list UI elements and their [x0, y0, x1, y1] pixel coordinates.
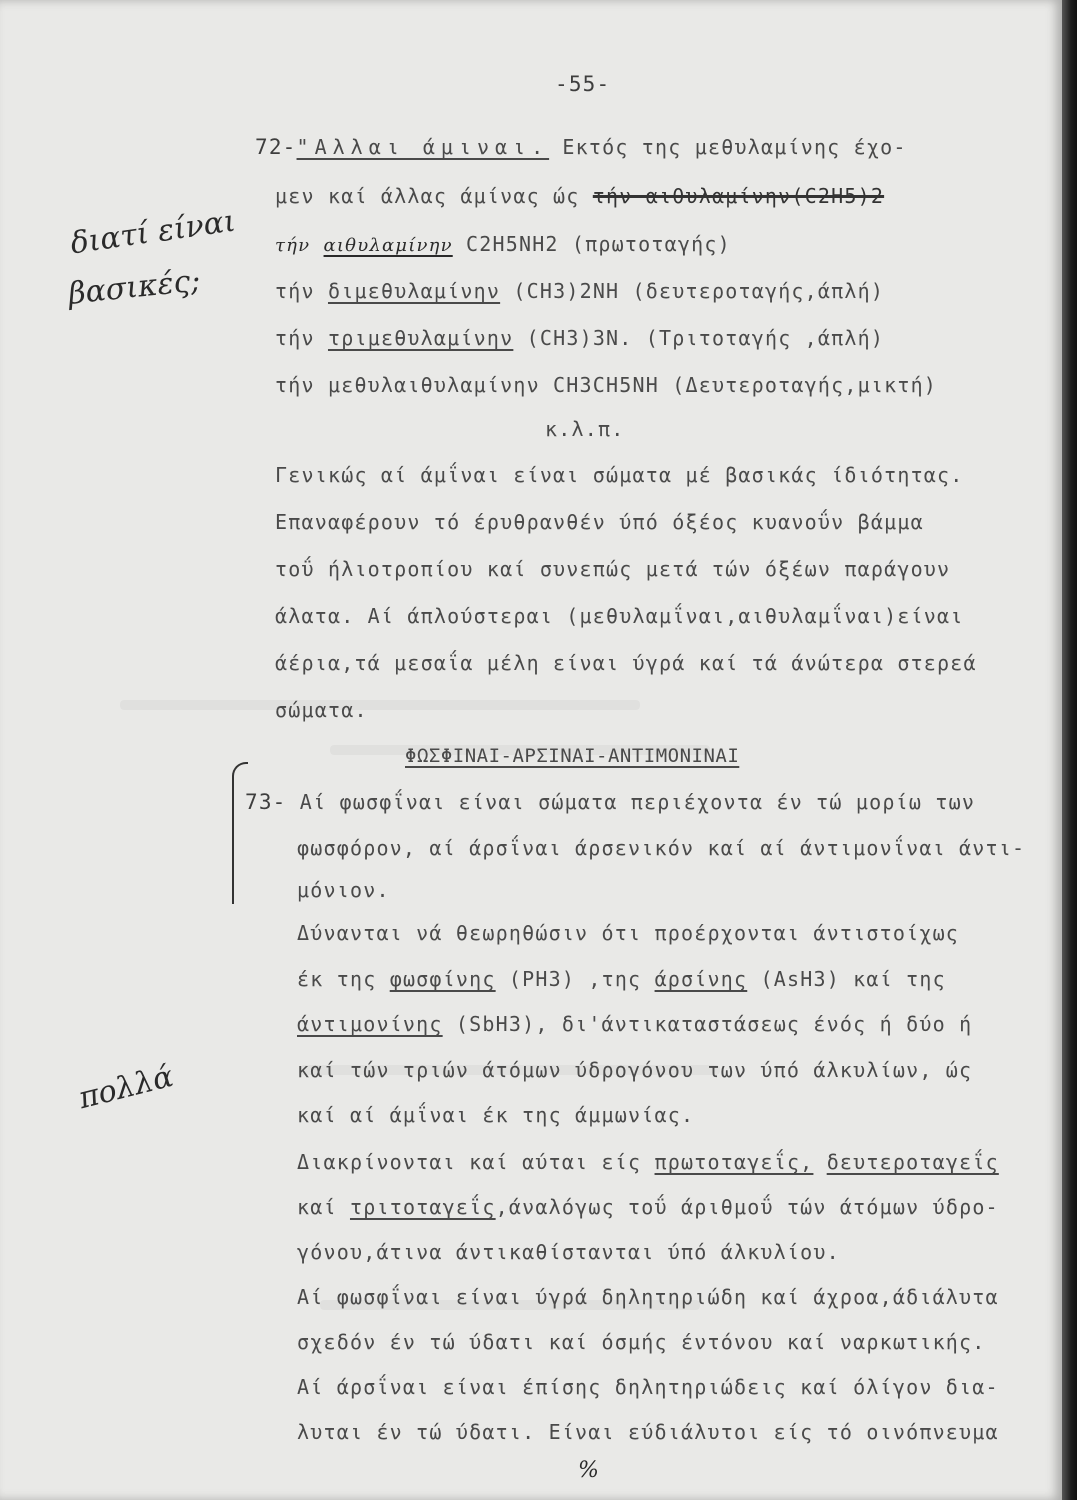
text-line: άλατα. Αί άπλούστεραι (μεθυλαμΐναι,αιθυλαμΐναι)είναι: [275, 604, 964, 628]
text-line: τήν μεθυλαιθυλαμίνην CH3CH5NH (Δευτεροταγής,μικτή): [275, 373, 938, 397]
section-heading: ΦΩΣΦΙΝΑΙ-ΑΡΣΙΝΑΙ-ΑΝΤΙΜΟΝΙΝΑΙ: [405, 745, 740, 767]
section-number: 72-: [255, 135, 297, 159]
section-title: "Αλλαι άμιναι.: [296, 135, 550, 159]
text-segment: ,άναλόγως τοΰ άριθμοΰ τών άτόμων ύδρο-: [495, 1195, 999, 1219]
text-segment: τήν: [275, 279, 315, 303]
text-segment: τήν: [275, 326, 315, 350]
text-line: μόνιον.: [297, 878, 390, 902]
chemical-formula: C2H5NH2 (πρωτοταγής): [465, 232, 731, 256]
section-number: 73-: [245, 790, 287, 814]
text-line: Επαναφέρουν τό έρυθρανθέν ύπό όξέος κυανοΰν βάμμα: [275, 510, 924, 534]
text-line: φωσφόρον, αί άρσΐναι άρσενικόν καί αί άντιμονΐναι άντι-: [297, 836, 1026, 860]
text-line: τοΰ ήλιοτροπίου καί συνεπώς μετά τών όξέων παράγουν: [275, 557, 951, 581]
text-line-etc: κ.λ.π.: [545, 417, 625, 441]
text-line: [275, 184, 884, 208]
text-line: [297, 967, 946, 991]
text-segment: (CH3)2NH (δευτεροταγής,άπλή): [513, 279, 885, 303]
text-line: καί αί άμΐναι έκ της άμμωνίας.: [297, 1103, 695, 1127]
page-binding-edge: [1062, 0, 1077, 1500]
handwritten-correction: αιθυλαμίνην: [323, 235, 453, 256]
underlined-term: δευτεροταγεΐς: [826, 1150, 999, 1174]
text-segment: Αί φωσφΐναι είναι σώματα περιέχοντα έν τώ μορίω των: [299, 790, 976, 814]
text-line: άέρια,τά μεσαΐα μέλη είναι ύγρά καί τά άνώτερα στερεά: [275, 651, 977, 675]
text-line: Αί φωσφΐναι είναι ύγρά δηλητηριώδη καί άχροα,άδιάλυτα: [297, 1285, 999, 1309]
bleed-through-mark: [120, 700, 640, 710]
text-line: [297, 1150, 999, 1174]
text-line: Δύνανται νά θεωρηθώσιν ότι προέρχονται άντιστοίχως: [297, 921, 960, 945]
underlined-term: φωσφίνης: [389, 967, 496, 991]
text-segment: (CH3)3N. (Τριτοταγής ,άπλή): [526, 326, 885, 350]
margin-note-question-continued: βασικές;: [66, 263, 202, 312]
underlined-term: άρσίνης: [654, 967, 748, 991]
text-line: [275, 232, 731, 256]
text-line: [297, 1195, 999, 1219]
margin-note-question: διατί είναι: [68, 203, 238, 262]
text-segment: (PH3) ,της: [508, 967, 642, 991]
text-segment: έκ της: [297, 967, 377, 991]
text-line: [297, 1012, 972, 1036]
handwritten-correction: τήν: [275, 235, 311, 256]
section-73-first-line: [245, 790, 975, 814]
underlined-term: τριτοταγεΐς: [349, 1195, 496, 1219]
text-line: γόνου,άτινα άντικαθίστανται ύπό άλκυλίου.: [297, 1240, 840, 1264]
text-line: [275, 326, 884, 350]
page-number: -55-: [555, 72, 611, 96]
text-segment: (SbH3), δι'άντικαταστάσεως ένός ή δύο ή: [455, 1012, 973, 1036]
underlined-term: διμεθυλαμίνην: [327, 279, 501, 303]
margin-note-many: πολλά: [75, 1058, 177, 1117]
footer-handwritten-mark: %: [578, 1458, 599, 1483]
margin-bracket: [232, 762, 248, 904]
text-line: [275, 279, 884, 303]
text-segment: (AsH3) καί της: [760, 967, 946, 991]
text-line: λυται έν τώ ύδατι. Είναι εύδιάλυτοι είς τό οινόπνευμα: [297, 1420, 999, 1444]
section-72-title-line: [255, 135, 907, 159]
text-line: σώματα.: [275, 698, 368, 722]
underlined-term: τριμεθυλαμίνην: [327, 326, 514, 350]
text-line: Γενικώς αί άμΐναι είναι σώματα μέ βασικάς ίδιότητας.: [275, 463, 964, 487]
text-line: Αί άρσΐναι είναι έπίσης δηλητηριώδεις καί όλίγον δια-: [297, 1375, 999, 1399]
text-line: σχεδόν έν τώ ύδατι καί όσμής έντόνου καί ναρκωτικής.: [297, 1330, 986, 1354]
text-line: καί τών τριών άτόμων ύδρογόνου των ύπό άλκυλίων, ώς: [297, 1058, 973, 1082]
text-segment: καί: [297, 1195, 337, 1219]
underlined-term: άντιμονίνης: [297, 1012, 443, 1036]
struck-text: τήν αιθυλαμίνην(C2H5)2: [592, 184, 885, 208]
section-intro: Εκτός της μεθυλαμίνης έχο-: [562, 135, 907, 159]
text-segment: μεν καί άλλας άμίνας ώς: [275, 184, 580, 208]
text-segment: Διακρίνονται καί αύται είς: [297, 1150, 642, 1174]
underlined-term: πρωτοταγεΐς,: [654, 1150, 814, 1174]
